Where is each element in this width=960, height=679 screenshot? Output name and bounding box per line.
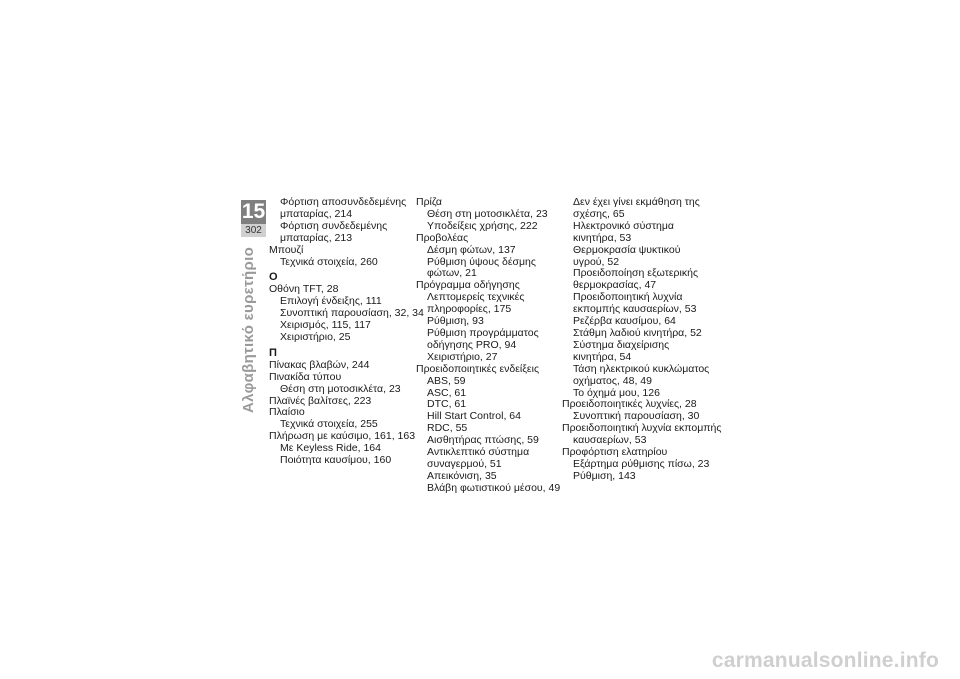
index-entry: Πίνακας βλαβών, 244 [269, 358, 370, 371]
index-subentry: Θέση στη μοτοσικλέτα, 23 [280, 382, 401, 395]
index-subentry: Βλάβη φωτιστικού μέσου, 49 [427, 481, 561, 494]
index-subentry: Θερμοκρασία ψυκτικού [573, 243, 681, 256]
index-subentry: υγρού, 52 [573, 255, 620, 268]
index-subentry: Ρύθμιση ύψους δέσμης [427, 255, 536, 268]
index-entry: Προφόρτιση ελατηρίου [562, 446, 668, 459]
index-subentry: Τάση ηλεκτρικού κυκλώματος [573, 362, 710, 375]
index-subentry: Σύστημα διαχείρισης [573, 338, 670, 351]
index-column-1 [269, 196, 424, 467]
index-subentry: DTC, 61 [427, 398, 467, 411]
index-subentry: Με Keyless Ride, 164 [280, 442, 381, 455]
index-subentry: Συνοπτική παρουσίαση, 30 [573, 410, 700, 423]
index-subentry: Χειριστήριο, 27 [427, 350, 498, 363]
index-entry: Πλήρωση με καύσιμο, 161, 163 [269, 430, 416, 443]
index-subentry: Προειδοποίηση εξωτερικής [573, 267, 699, 280]
index-subentry: Αντικλεπτικό σύστημα [427, 446, 530, 459]
index-subentry: Τεχνικά στοιχεία, 260 [280, 255, 378, 268]
index-subentry: Φόρτιση αποσυνδεδεμένης [280, 196, 407, 208]
index-entry: Πινακίδα τύπου [269, 370, 342, 383]
index-subentry: Δεν έχει γίνει εκμάθηση της [573, 196, 700, 208]
index-subentry: Υποδείξεις χρήσης, 222 [427, 219, 538, 232]
index-entry: Πρίζα [416, 196, 442, 208]
index-entry: Μπουζί [269, 243, 304, 256]
index-entry: Πρόγραμμα οδήγησης [416, 279, 520, 292]
index-letter-heading: Π [269, 346, 277, 359]
chapter-number: 15 [241, 200, 266, 223]
watermark: carmanualsonline.info [711, 649, 939, 672]
index-subentry: Ηλεκτρονικό σύστημα [573, 219, 674, 232]
chapter-title: Αλφαβητικό ευρετήριο [240, 246, 257, 413]
index-subentry: Απεικόνιση, 35 [427, 469, 497, 482]
index-subentry: Χειρισμός, 115, 117 [280, 319, 371, 332]
index-entry: Προβολέας [416, 231, 469, 244]
page-number: 302 [241, 224, 266, 237]
index-column-3 [562, 196, 722, 483]
index-subentry: εκπομπής καυσαερίων, 53 [573, 303, 697, 316]
index-subentry: RDC, 55 [427, 422, 468, 435]
index-subentry: Συνοπτική παρουσίαση, 32, 34 [280, 307, 424, 320]
index-entry: Οθόνη TFT, 28 [269, 283, 339, 296]
index-subentry: φώτων, 21 [427, 267, 477, 280]
index-entry: Πλαίσιο [269, 406, 305, 419]
index-subentry: Δέσμη φώτων, 137 [427, 243, 516, 256]
index-subentry: Προειδοποιητική λυχνία [573, 291, 683, 304]
index-subentry: Hill Start Control, 64 [427, 410, 521, 423]
index-subentry: θερμοκρασίας, 47 [573, 279, 657, 292]
index-subentry: Ποιότητα καυσίμου, 160 [280, 454, 392, 467]
index-entry: Πλαϊνές βαλίτσες, 223 [269, 394, 372, 407]
index-subentry: μπαταρίας, 214 [280, 207, 353, 220]
index-entry: Προειδοποιητικές ενδείξεις [416, 362, 540, 375]
index-subentry: Αισθητήρας πτώσης, 59 [427, 434, 539, 447]
index-subentry: Ρεζέρβα καυσίμου, 64 [573, 315, 676, 328]
index-subentry: σχέσης, 65 [573, 207, 625, 220]
index-subentry: Εξάρτημα ρύθμισης πίσω, 23 [573, 457, 710, 470]
index-subentry: οχήματος, 48, 49 [573, 374, 652, 387]
index-subentry: Τεχνικά στοιχεία, 255 [280, 418, 378, 431]
index-subentry: Ρύθμιση προγράμματος [427, 326, 539, 339]
index-subentry: Χειριστήριο, 25 [280, 330, 351, 343]
index-subentry: πληροφορίες, 175 [427, 303, 512, 316]
index-subentry: Το όχημά μου, 126 [573, 386, 660, 399]
index-subentry: κινητήρα, 53 [573, 231, 632, 244]
index-subentry: Επιλογή ένδειξης, 111 [280, 295, 382, 308]
index-subentry: Στάθμη λαδιού κινητήρα, 52 [573, 326, 702, 339]
index-entry: Προειδοποιητική λυχνία εκπομπής [562, 422, 722, 435]
index-subentry: συναγερμού, 51 [427, 457, 502, 470]
index-subentry: κινητήρα, 54 [573, 350, 632, 363]
index-subentry: ABS, 59 [427, 374, 466, 387]
index-subentry: Λεπτομερείς τεχνικές [427, 291, 525, 304]
index-subentry: Ρύθμιση, 93 [427, 315, 484, 328]
index-entry: Προειδοποιητικές λυχνίες, 28 [562, 398, 697, 411]
index-subentry: Θέση στη μοτοσικλέτα, 23 [427, 207, 548, 220]
index-subentry: οδήγησης PRO, 94 [427, 338, 517, 351]
index-subentry: μπαταρίας, 213 [280, 231, 353, 244]
index-subentry: Ρύθμιση, 143 [573, 469, 636, 482]
index-subentry: ASC, 61 [427, 386, 467, 399]
index-subentry: καυσαερίων, 53 [573, 434, 647, 447]
index-column-2 [416, 197, 566, 495]
index-subentry: Φόρτιση συνδεδεμένης [280, 219, 388, 232]
chapter-marker [241, 200, 266, 236]
index-letter-heading: Ο [269, 271, 278, 284]
